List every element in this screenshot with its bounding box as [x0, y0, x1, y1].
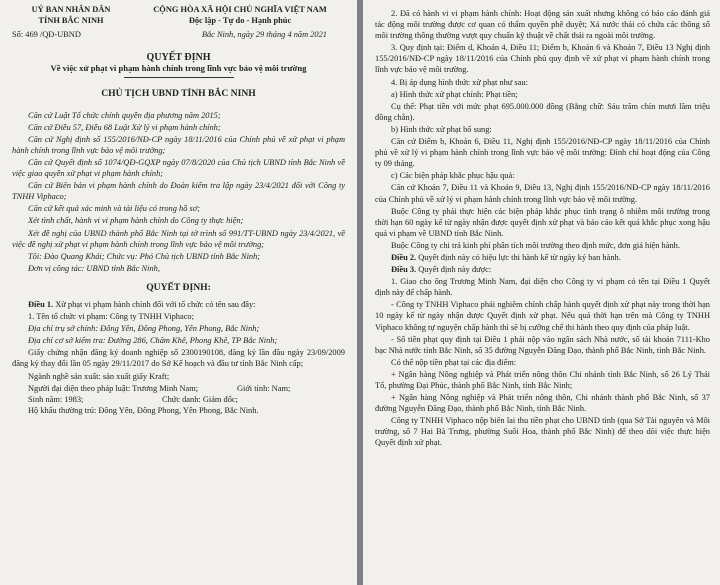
- compliance-clause: - Công ty TNHH Viphaco phải nghiêm chỉnh chấp hành quyết định xử phạt này trong thời hạn 10 ngày kể từ ngày nhận được Quyết định xử phạt. Nếu quá thời hạn trên mà Công ty TNHH Viphaco không tự nguyện chấp hành thì sẽ bị cưỡng chế thi hành theo quy định của pháp luật.: [375, 300, 710, 332]
- article-1-label: Điều 1.: [28, 299, 54, 309]
- birth-row: [12, 394, 345, 405]
- violation-acts: 2. Đã có hành vi vi phạm hành chính: Hoạt động sản xuất nhưng không có báo cáo đánh giá tác động môi trường được cơ quan có thẩm quyền phê duyệt; Xả nước thải có chứa các thông số môi trường thông thường vượt quy chuẩn kỹ thuật về chất thải ra ngoài môi trường.: [375, 9, 710, 41]
- payment-location: + Ngân hàng Nông nghiệp và Phát triển nông thôn Chi nhánh tỉnh Bắc Ninh, số 26 Lý Thái Tổ, phường Đại Phúc, thành phố Bắc Ninh, tỉnh Bắc Ninh;: [375, 369, 710, 390]
- legal-basis: Căn cứ kết quả xác minh và tài liệu có trong hồ sơ;: [28, 204, 201, 214]
- article-3: Điều 3. Quyết định này được:: [391, 265, 492, 275]
- legal-basis: Căn cứ Nghị định số 155/2016/NĐ-CP ngày 18/11/2016 của Chính phủ về xử phạt vi phạm hành chính trong lĩnh vực bảo vệ môi trường;: [12, 134, 345, 155]
- issuing-agency: [12, 4, 130, 26]
- legal-provisions: 3. Quy định tại: Điểm d, Khoản 4, Điều 11; Điểm b, Khoản 6 và Khoản 7, Điều 13 Nghị định 155/2016/NĐ-CP ngày 18/11/2016 của Chính phủ quy định về xử phạt vi phạm hành chính trong lĩnh vực bảo vệ môi trường.: [375, 43, 710, 75]
- main-penalty: a) Hình thức xử phạt chính: Phạt tiền;: [391, 89, 518, 99]
- position: Chức danh: Giám đốc;: [162, 394, 238, 404]
- additional-penalty: b) Hình thức xử phạt bổ sung:: [391, 124, 492, 134]
- document-header: [12, 4, 345, 26]
- doc-number-line: [12, 29, 345, 40]
- receipt-clause: Công ty TNHH Viphaco nộp biên lai thu tiền phạt cho UBND tỉnh (qua Sở Tài nguyên và Môi trường, số 7 Hai Bà Trưng, phường Suối Hoa, thành phố Bắc Ninh) để theo dõi việc thực hiện Quyết định xử phạt.: [375, 416, 710, 448]
- legal-representative: Người đại diện theo pháp luật: Trương Minh Nam;: [28, 383, 199, 393]
- delivery-clause: 1. Giao cho ông Trương Minh Nam, đại diện cho Công ty vi phạm có tên tại Điều 1 Quyết định này để chấp hành.: [375, 277, 710, 298]
- article-3-label: Điều 3.: [391, 265, 417, 275]
- remedial-basis: Căn cứ Khoản 7, Điều 11 và Khoản 9, Điều 13, Nghị định 155/2016/NĐ-CP ngày 18/11/2016 của Chính phủ về xử lý vi phạm hành chính trong lĩnh vực bảo vệ môi trường.: [375, 183, 710, 204]
- article-2: Điều 2. Quyết định này có hiệu lực thi hành kể từ ngày ký ban hành.: [391, 252, 621, 262]
- inspected-site: Địa chỉ cơ sở kiểm tra: Đường 286, Châm Khê, Phong Khê, TP Bắc Ninh;: [28, 336, 278, 346]
- violator-name: 1. Tên tổ chức vi phạm: Công ty TNHH Viphaco;: [28, 312, 194, 322]
- business-registration: Giấy chứng nhận đăng ký doanh nghiệp số 2300190108, đăng ký lần đầu ngày 23/09/2009 đăng ký thay đổi lần 05 ngày 29/11/2017 do Sở Kế hoạch và đầu tư tỉnh Bắc Ninh cấp;: [12, 348, 345, 369]
- legal-basis: Căn cứ Biên bản vi phạm hành chính do Đoàn kiểm tra lập ngày 23/4/2021 đối với Công ty TNHH Viphaco;: [12, 181, 345, 202]
- suspension-basis: Căn cứ Điểm b, Khoản 6, Điều 11, Nghị định 155/2016/NĐ-CP ngày 18/11/2016 của Chính phủ về xử lý vi phạm hành chính trong lĩnh vực bảo vệ môi trường: Đình chỉ hoạt động của Công ty 09 tháng.: [375, 137, 710, 169]
- decision-subtitle: Về việc xử phạt vi phạm hành chính trong lĩnh vực bảo vệ môi trường: [50, 63, 307, 74]
- legal-basis: Căn cứ Luật Tổ chức chính quyền địa phương năm 2015;: [28, 110, 221, 120]
- agency-province: TỈNH BẮC NINH: [38, 16, 104, 26]
- decision-title: QUYẾT ĐỊNH: [146, 52, 211, 64]
- head-office: Địa chỉ trụ sở chính: Đông Yên, Đông Phong, Yên Phong, Bắc Ninh;: [28, 324, 260, 334]
- permanent-residence: Hộ khẩu thường trú: Đông Yên, Đông Phong, Yên Phong, Bắc Ninh.: [28, 405, 259, 415]
- legal-basis: Xét tình chất, hành vi vi phạm hành chính do Công ty thực hiện;: [28, 216, 244, 226]
- nation-name: CỘNG HÒA XÃ HỘI CHỦ NGHĨA VIỆT NAM: [153, 5, 327, 14]
- legal-basis: Căn cứ Quyết định số 1074/QĐ-GQXP ngày 07/8/2020 của Chủ tịch UBND tỉnh Bắc Ninh về việc giao quyền xử phạt vi phạm hành chính;: [12, 157, 345, 179]
- decision-page-1: [0, 0, 357, 585]
- article-2-label: Điều 2.: [391, 252, 417, 262]
- remedial-obligation: Buộc Công ty phải thực hiện các biện pháp khắc phục tình trạng ô nhiễm môi trường trong thời hạn 60 ngày kể từ ngày nhận được quyết định xử phạt và báo cáo kết quả khắc phục xong hậu quả vi phạm về UBND tỉnh Bắc Ninh.: [375, 206, 710, 238]
- decide-heading: QUYẾT ĐỊNH:: [146, 281, 211, 293]
- fine-amount: Cụ thể: Phạt tiền với mức phạt 695.000.000 đồng (Bằng chữ: Sáu trăm chín mươi lăm triệu đồng chẵn).: [375, 101, 710, 122]
- legal-basis: Căn cứ Điều 57, Điều 68 Luật Xử lý vi phạm hành chính;: [28, 122, 221, 132]
- signer-line: Tôi: Đào Quang Khải; Chức vụ: Phó Chủ tịch UBND tỉnh Bắc Ninh;: [28, 251, 261, 261]
- place-and-date: Bắc Ninh, ngày 29 tháng 4 năm 2021: [201, 30, 327, 40]
- payment-location: + Ngân hàng Nông nghiệp và Phát triển nông thôn, Chi nhánh thành phố Bắc Ninh, số 37 đường Nguyễn Đăng Đạo, thành phố Bắc Ninh, tỉnh Bắc Ninh.: [375, 393, 710, 414]
- document-number: Số: 469 /QĐ-UBND: [12, 30, 81, 40]
- gender: Giới tính: Nam;: [237, 383, 291, 393]
- article-1: Điều 1. Xử phạt vi phạm hành chính đối với tổ chức có tên sau đây:: [28, 299, 256, 309]
- agency-name: UỶ BAN NHÂN DÂN: [31, 5, 111, 14]
- birth-year: Sinh năm: 1983;: [28, 394, 84, 404]
- decision-page-2: [363, 0, 720, 585]
- payment-locations-heading: Có thể nộp tiền phạt tại các địa điểm:: [391, 357, 517, 367]
- business-line: Ngành nghề sản xuất: sản xuất giấy Kraft;: [28, 371, 170, 381]
- title-divider: [124, 77, 234, 78]
- legal-basis: Xét đề nghị của UBND thành phố Bắc Ninh tại tờ trình số 991/TT-UBND ngày 23/4/2021, về việc đề nghị xử phạt vi phạm hành chính trong lĩnh vực bảo vệ môi trường;: [12, 228, 345, 249]
- payment-account: - Số tiền phạt quy định tại Điều 1 phải nộp vào ngân sách Nhà nước, số tài khoản 7111-Kho bạc Nhà nước tỉnh Bắc Ninh, số 35 đường Nguyễn Đăng Đạo, thành phố Bắc Ninh, tỉnh Bắc Ninh.: [375, 334, 710, 355]
- national-motto: Độc lập - Tự do - Hạnh phúc: [188, 16, 292, 26]
- representative-row: [12, 383, 345, 394]
- signer-unit: Đơn vị công tác: UBND tỉnh Bắc Ninh,: [28, 263, 160, 273]
- analysis-cost: Buộc Công ty chi trả kinh phí phân tích môi trường theo định mức, đơn giá hiện hành.: [391, 240, 680, 250]
- national-title: [135, 4, 345, 26]
- remedial-measures: c) Các biện pháp khắc phục hậu quả:: [391, 171, 515, 181]
- penalty-forms: 4. Bị áp dụng hình thức xử phạt như sau:: [391, 77, 528, 87]
- authority-heading: CHỦ TỊCH UBND TỈNH BẮC NINH: [101, 88, 256, 100]
